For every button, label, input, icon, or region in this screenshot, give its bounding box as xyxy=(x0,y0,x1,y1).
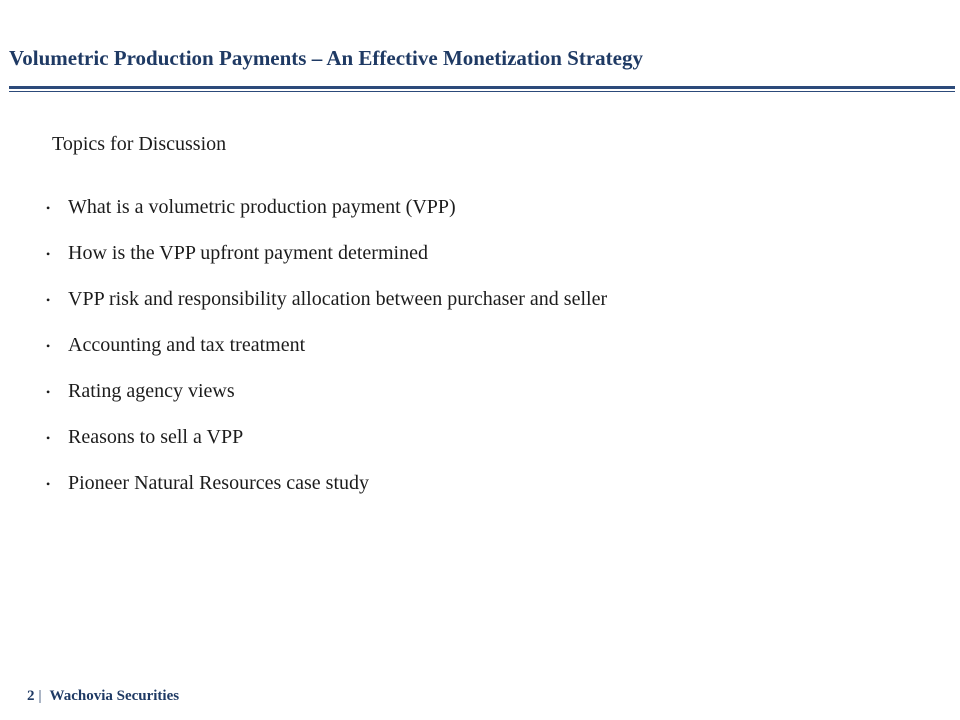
topic-text: VPP risk and responsibility allocation between purchaser and seller xyxy=(68,288,608,310)
section-heading: Topics for Discussion xyxy=(52,133,227,155)
title-divider-thin xyxy=(9,91,955,92)
company-name: Wachovia Securities xyxy=(49,688,180,704)
topic-text: Rating agency views xyxy=(68,380,235,402)
bullet-icon: • xyxy=(46,431,51,445)
topic-item xyxy=(46,287,607,333)
topic-item xyxy=(46,333,607,379)
topic-text: Reasons to sell a VPP xyxy=(68,426,244,448)
page-number: 2 xyxy=(27,688,35,704)
footer-separator: | xyxy=(38,688,42,704)
topic-text: Pioneer Natural Resources case study xyxy=(68,472,370,494)
topic-item xyxy=(46,195,607,241)
topic-text: Accounting and tax treatment xyxy=(68,334,306,356)
slide-footer xyxy=(27,688,179,705)
slide-title: Volumetric Production Payments – An Effective Monetization Strategy xyxy=(9,46,643,70)
topics-list xyxy=(46,195,607,517)
title-divider-thick xyxy=(9,86,955,89)
bullet-icon: • xyxy=(46,477,51,491)
topic-text: How is the VPP upfront payment determined xyxy=(68,242,428,264)
bullet-icon: • xyxy=(46,339,51,353)
bullet-icon: • xyxy=(46,385,51,399)
topic-item xyxy=(46,471,607,517)
topic-item xyxy=(46,425,607,471)
bullet-icon: • xyxy=(46,247,51,261)
bullet-icon: • xyxy=(46,201,51,215)
topic-text: What is a volumetric production payment (VPP) xyxy=(68,196,456,218)
topic-item xyxy=(46,379,607,425)
bullet-icon: • xyxy=(46,293,51,307)
topic-item xyxy=(46,241,607,287)
